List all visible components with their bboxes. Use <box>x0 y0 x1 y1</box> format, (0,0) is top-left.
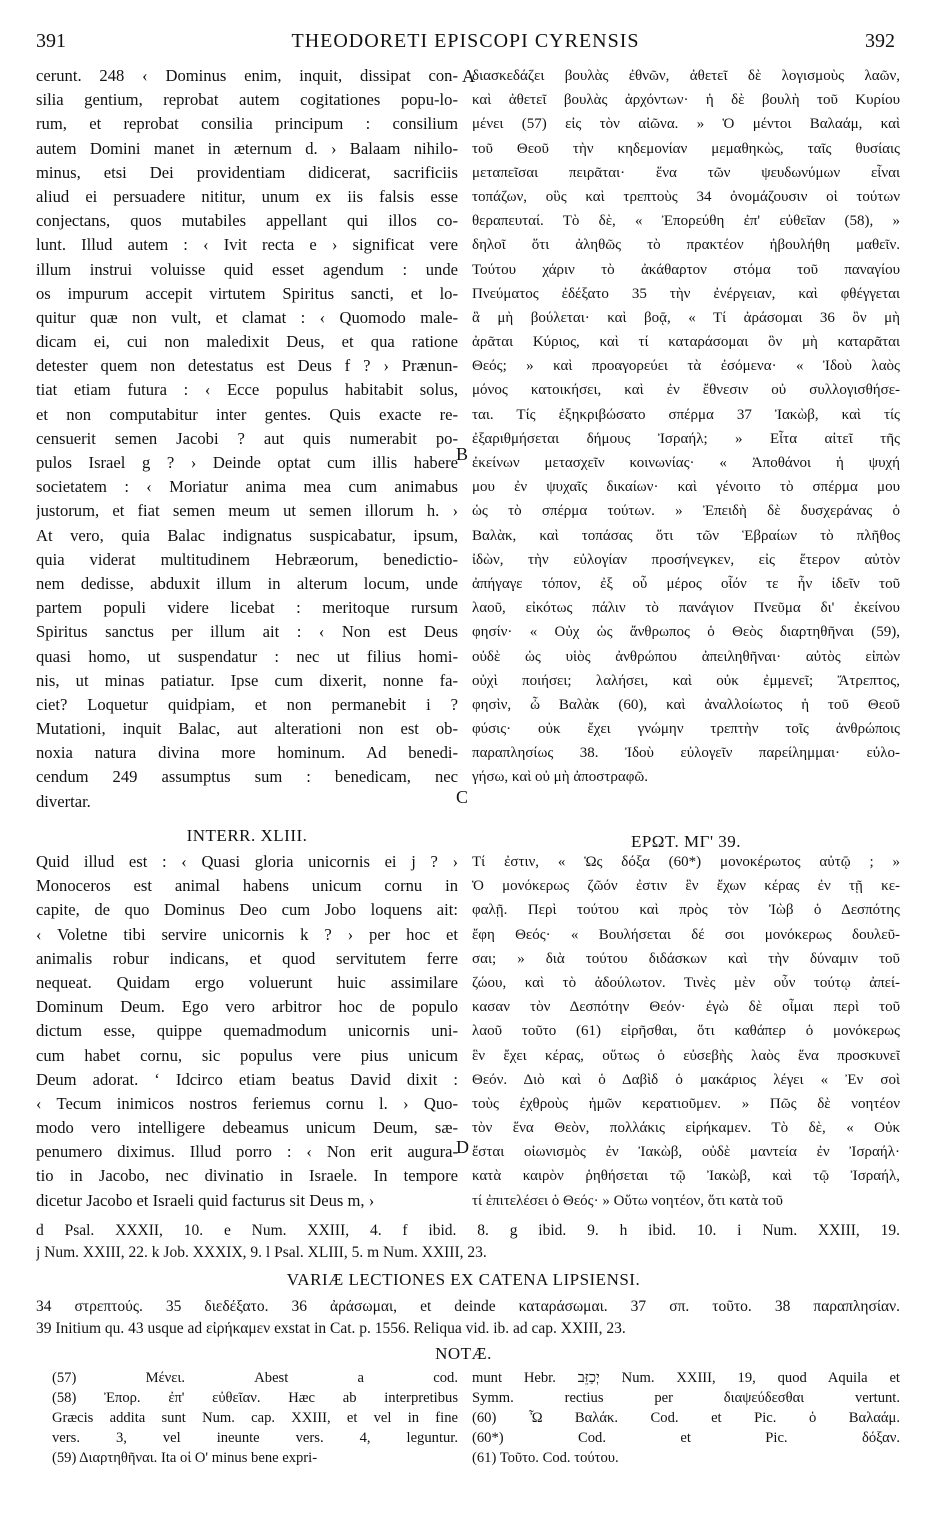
greek-text-line: παραπλησίως 38. Ἰδοὺ εὐλογεῖν παρείλημμαι· εὐλο- <box>472 745 900 762</box>
greek-text-line: ἃ μὴ βούλεται· καὶ βοᾷ, « Τί ἀράσομαι 36 ὃν μὴ <box>472 309 900 326</box>
notae-heading: NOTÆ. <box>435 1344 492 1363</box>
greek-text-line: οὐχὶ ποιήσει; λαλήσει, καὶ οὐκ ἐμμενεῖ; Ἄτρεπτος, <box>472 672 900 689</box>
latin-text-line: dicam ei, cui non maledixit Deus, et qua ratione <box>36 332 458 352</box>
greek-text-line: φαλῇ. Περὶ τούτου καὶ πρὸς τὸν Ἰὼβ ὁ Δεσπότης <box>472 902 900 919</box>
greek-column-main <box>472 64 900 790</box>
greek-text-line: κατὰ καιρὸν ῥηθήσεται τῷ Ἰακὼβ, καὶ τῷ Ἰσραήλ, <box>472 1168 900 1185</box>
page-header <box>36 30 895 60</box>
latin-text-line: rum, et reprobat consilia principum : consilium <box>36 114 458 134</box>
note-line: (60) Ὦ Βαλάκ. Cod. et Pic. ὁ Βαλαάμ. <box>472 1410 900 1426</box>
latin-column-main <box>36 64 458 814</box>
latin-text-line: justorum, et fiat semen meum ut semen illorum h. › <box>36 501 458 521</box>
latin-text-line: Deum adorat. ‘ Idcirco etiam beatus David dixit : <box>36 1069 458 1089</box>
greek-text-line: τοὺς ἐχθροὺς ἡμῶν κερατιοῦμεν. » Πῶς δὲ νοητέον <box>472 1095 900 1112</box>
variae-heading: VARIÆ LECTIONES EX CATENA LIPSIENSI. <box>286 1270 641 1289</box>
latin-text-line: cendum 249 assumptus sum : benedicam, nec <box>36 767 458 787</box>
latin-text-line: minus, etsi Dei providentiam didicerat, sacrificiis <box>36 162 458 182</box>
latin-text-line: conjectans, quos mutabiles appellant qui illos co- <box>36 211 458 231</box>
greek-text-line: τί ἐπιτελέσει ὁ Θεός· » Οὕτω νοητέον, ὅτι κατὰ τοῦ <box>472 1192 783 1209</box>
note-line: (59) Διαρτηθῆναι. Ita οἱ Ο' minus bene expri- <box>52 1450 318 1466</box>
latin-text-line: Quid illud est : ‹ Quasi gloria unicornis ei j ? › <box>36 852 458 871</box>
footnote-line: d Psal. XXXII, 10. e Num. XXIII, 4. f ibid. 8. g ibid. 9. h ibid. 10. i Num. XXIII, 19. <box>36 1222 900 1239</box>
greek-text-line: φησὶν, ὦ Βαλὰκ (60), καὶ ἀναλλοίωτος ἡ τοῦ Θεοῦ <box>472 696 900 713</box>
greek-text-line: ἔσται οἰωνισμὸς ἐν Ἰακὼβ, οὐδὲ μαντεία ἐν Ἰσραήλ· <box>472 1144 900 1161</box>
latin-text-line: ‹ Tecum inimicos nostros feriemus cornu l. › Quo- <box>36 1093 458 1113</box>
notae-left-column <box>52 1368 458 1468</box>
greek-column-second <box>472 850 900 1213</box>
greek-text-line: Θεός; » καὶ προαγορεύει τὰ ἐσόμενα· « Ἰδοὺ λαὸς <box>472 358 900 375</box>
latin-text-line: cerunt. 248 ‹ Dominus enim, inquit, dissipat con- <box>36 66 458 85</box>
latin-text-line: divertar. <box>36 791 91 811</box>
page-number-left: 391 <box>36 30 66 52</box>
greek-text-line: Βαλὰκ, καὶ τοπάσας ὅτι τῶν Ἑβραίων τὸ πλῆθος <box>472 527 900 544</box>
variant-reading-line: 39 Initium qu. 43 usque ad εἰρήκαμεν exstat in Cat. p. 1556. Reliqua vid. ib. ad cap. XXIII, 23. <box>36 1320 626 1337</box>
latin-text-line: cum habet cornu, sic populus vere pius unicum <box>36 1045 458 1065</box>
note-line: Symm. rectius per διαψεύδεσθαι vertunt. <box>472 1390 900 1406</box>
latin-text-line: nem dedisse, abduxit illum in alterum locum, unde <box>36 573 458 593</box>
latin-text-line: tio in Jacobo, nec divinatio in Israele. In tempore <box>36 1166 458 1186</box>
latin-text-line: dicetur Jacobo et Israeli quid facturus sit Deus m, › <box>36 1190 375 1210</box>
latin-column-second <box>36 850 458 1213</box>
latin-text-line: quasi homo, ut suspendatur : nec ut filius homi- <box>36 646 458 666</box>
greek-text-line: Τί ἐστιν, « Ὡς δόξα (60*) μονοκέρωτος αὐτῷ ; » <box>472 854 900 870</box>
greek-text-line: φησίν· « Οὐχ ὡς ἄνθρωπος ὁ Θεὸς διαρτηθῆναι (59), <box>472 624 900 641</box>
greek-text-line: ὡς τὸ σπέρμα τούτων. » Ἐπειδὴ δὲ δυσχεράνας ὁ <box>472 503 900 520</box>
latin-text-line: quia viderat multitudinem Hebræorum, benedictio- <box>36 549 458 569</box>
note-line: (60*) Cod. et Pic. δόξαν. <box>472 1430 900 1446</box>
margin-letter-b: B <box>456 444 469 464</box>
latin-text-line: partem populi videre licebat : meritoque rursum <box>36 598 458 618</box>
latin-text-line: censuerit semen Jacobi ? aut quis numerabit po- <box>36 428 458 448</box>
greek-text-line: ἐξαριθμήσεται δήμους Ἰσραήλ; » Εἶτα αἰτεῖ τῆς <box>472 430 900 447</box>
greek-text-line: ἐκείνων μετασχεῖν κοινωνίας· « Ἀποθάνοι ἡ ψυχή <box>472 455 900 471</box>
note-line: Græcis addita sunt Num. cap. XXIII, et vel in fine <box>52 1410 458 1426</box>
latin-text-line: pulos Israel g ? › Deinde optat cum illis habere <box>36 453 458 472</box>
footnote-line: j Num. XXIII, 22. k Job. XXXIX, 9. l Psal. XLIII, 5. m Num. XXIII, 23. <box>36 1244 487 1261</box>
greek-text-line: δηλοῖ ὅτι ἀληθῶς τὸ πρακτέον ἠβουλήθη μαθεῖν. <box>472 237 900 254</box>
footnote-references <box>36 1220 900 1264</box>
latin-text-line: os impurum accepit virtutem Spiritus sancti, et lo- <box>36 283 458 303</box>
latin-text-line: aliud ei persuadere nititur, unum ex iis falsis esse <box>36 186 458 206</box>
greek-text-line: διασκεδάζει βουλὰς ἐθνῶν, ἀθετεῖ δὲ λογισμοὺς λαῶν, <box>472 68 900 84</box>
latin-text-line: Dominum Deum. Ego vero arbitror hoc de populo <box>36 997 458 1017</box>
greek-text-line: τοῦ Θεοῦ τὴν κηδεμονίαν μεμαθηκὼς, ταῖς θυσίαις <box>472 140 900 157</box>
greek-text-line: Τούτου χάριν τὸ ἀκάθαρτον στόμα τοῦ παναγίου <box>472 261 900 278</box>
latin-text-line: tiat etiam futura : ‹ Ecce populus habitabit solus, <box>36 380 458 400</box>
variae-lectiones <box>36 1296 900 1340</box>
margin-letter-d: D <box>456 1137 469 1157</box>
greek-text-line: ἓν ἔχει κέρας, οὕτως ὁ εὐσεβὴς λαὸς ἕνα προσκυνεῖ <box>472 1047 900 1064</box>
greek-text-line: καὶ ἀθετεῖ βουλὰς ἀρχόντων· ἡ δὲ βουλὴ τοῦ Κυρίου <box>472 92 900 109</box>
latin-text-line: Spiritus sanctus per illum ait : ‹ Non est Deus <box>36 622 458 642</box>
latin-text-line: detester quem non detestatus est Deus f ? › Prænun- <box>36 356 458 376</box>
latin-text-line: societatem : ‹ Moriatur anima mea cum animabus <box>36 477 458 497</box>
greek-text-line: Ὁ μονόκερως ζῶόν ἐστιν ἓν ἔχων κέρας ἐν τῇ κε- <box>472 878 900 895</box>
latin-text-line: ciet? Loquetur quidpiam, et non permanebit i ? <box>36 694 458 714</box>
latin-section-heading: INTERR. XLIII. <box>186 826 308 845</box>
greek-text-line: λαοῦ τοῦτο (61) εἰρῆσθαι, ὅτι καθάπερ ὁ μονόκερως <box>472 1023 900 1040</box>
greek-text-line: γήσω, καὶ οὐ μὴ ἀποστραφῶ. <box>472 769 648 786</box>
latin-text-line: penumero diximus. Illud porro : ‹ Non erit augura- <box>36 1142 458 1162</box>
greek-section-heading: ΕΡΩΤ. ΜΓ' 39. <box>630 832 742 851</box>
running-title: THEODORETI EPISCOPI CYRENSIS <box>291 30 640 52</box>
latin-text-line: autem Domini manet in æternum d. › Balaam nihilo- <box>36 138 458 158</box>
greek-text-line: Θεόν. Διὸ καὶ ὁ Δαβὶδ ὁ μακάριος λέγει « Ἐν σοὶ <box>472 1071 900 1088</box>
note-line: (57) Μένει. Abest a cod. <box>52 1370 458 1386</box>
latin-text-line: et non computabitur inter gentes. Quis exacte re- <box>36 404 458 424</box>
greek-text-line: σαι; » διὰ τούτου διδάσκων καὶ τὴν δύναμιν τοῦ <box>472 950 900 967</box>
greek-text-line: μένει (57) εἰς τὸν αἰῶνα. » Ὁ μέντοι Βαλαάμ, καὶ <box>472 116 900 133</box>
latin-text-line: quitur quæ non vult, et clamat : ‹ Quomodo male- <box>36 307 458 327</box>
latin-text-line: silia gentium, reprobat autem cogitationes popu-lo- <box>36 90 458 110</box>
latin-text-line: Mutationi, inquit Balac, aut alterationi non est ob- <box>36 719 458 739</box>
latin-section-heading-wrap <box>36 824 458 848</box>
greek-text-line: λαοῦ, εἰκότως πάλιν τὸ πανάγιον Πνεῦμα δι' ἐκείνου <box>472 600 900 617</box>
latin-text-line: modo vero intelligere debeamus unicum Deum, sæ- <box>36 1118 458 1138</box>
greek-text-line: ἀπήγαγε τόπον, ἐξ οὗ μέρος οἷόν τε ἦν ἰδεῖν τοῦ <box>472 575 900 592</box>
greek-text-line: ζώου, καὶ τὸ ἀδούλωτον. Τινὲς μὲν οὖν τούτῳ ἀπεί- <box>472 974 900 991</box>
greek-text-line: κασαν τὸν Δεσπότην Θεόν· ἐγὼ δὲ οἶμαι περὶ τοῦ <box>472 999 900 1016</box>
variant-reading-line: 34 στρεπτούς. 35 διεδέξατο. 36 ἀράσωμαι, et deinde καταράσωμαι. 37 σπ. τοῦτο. 38 παραπλησίαν. <box>36 1298 900 1315</box>
latin-text-line: At vero, quia Balac indignatus suspicabatur, ipsum, <box>36 525 458 545</box>
greek-text-line: τὸν ἕνα Θεὸν, πολλάκις εἰρήκαμεν. Τὸ δὲ, « Οὐκ <box>472 1120 900 1137</box>
margin-letter-a: A <box>462 66 475 86</box>
greek-text-line: ἔφη Θεός· « Βουλήσεται δέ σοι μονόκερως δουλεῦ- <box>472 926 900 943</box>
latin-text-line: nequeat. Quidam ergo voluerunt huic assimilare <box>36 972 458 992</box>
latin-text-line: noxia natura divina more hominum. Ad benedi- <box>36 743 458 763</box>
latin-text-line: nis, ut minas patiatur. Ipse cum dixerit, nonne fa- <box>36 670 458 690</box>
greek-text-line: μόνος κατοικήσει, καὶ ἐν ἔθνεσιν οὐ συλλογισθήσε- <box>472 382 900 399</box>
latin-text-line: dictum esse, quippe quemadmodum unicornis uni- <box>36 1021 458 1041</box>
latin-text-line: ‹ Voletne tibi servire unicornis k ? › per hoc et <box>36 924 458 944</box>
greek-text-line: οὐδὲ ὡς υἱὸς ἀνθρώπου ἀπειληθῆναι· αὐτὸς εἰπὼν <box>472 648 900 665</box>
greek-text-line: μου ἐν ψυχαῖς δικαίων· καὶ γένοιτο τὸ σπέρμα μου <box>472 479 900 496</box>
note-line: (61) Τοῦτο. Cod. τούτου. <box>472 1450 619 1466</box>
latin-text-line: lunt. Illud autem : ‹ Ivit recta e › significat vere <box>36 235 458 255</box>
margin-letter-c: C <box>456 787 469 807</box>
greek-text-line: τοπάζων, οὓς καὶ τρεπτοὺς 34 ὀνομάζουσιν οἱ τούτων <box>472 188 900 205</box>
greek-text-line: θεραπευταί. Τὸ δὲ, « Ἐπορεύθη ἐπ' εὐθεῖαν (58), » <box>472 213 900 230</box>
greek-text-line: ἀρᾶται Κύριος, καὶ τί καταράσομαι ὃν μὴ καταρᾶται <box>472 334 900 351</box>
notae-right-column <box>472 1368 900 1468</box>
greek-text-line: φύσις· οὐκ ἔχει γνώμην τρεπτὴν τοῖς ἀνθρώποις <box>472 721 900 738</box>
latin-text-line: Monoceros est animal habens unicum cornu in <box>36 876 458 896</box>
greek-text-line: ται. Τίς ἐξηκριβώσατο σπέρμα 37 Ἰακὼβ, καὶ τίς <box>472 406 900 423</box>
greek-text-line: Πνεύματος ἐδέξατο 35 τὴν ἐνέργειαν, καὶ φθέγγεται <box>472 285 900 302</box>
greek-text-line: ἰδὼν, τὴν εὐλογίαν προσήνεγκεν, εἰς ἕτερον αὐτὸν <box>472 551 900 568</box>
page-number-right: 392 <box>865 30 895 52</box>
note-line: (58) Ἐπορ. ἐπ' εὐθεῖαν. Hæc ab interpretibus <box>52 1390 458 1406</box>
latin-text-line: illum instrui voluisse quid esset agendum : unde <box>36 259 458 279</box>
note-line: munt Hebr. יְכַזֵּב Num. XXIII, 19, quod Aquila et <box>472 1370 900 1386</box>
latin-text-line: animalis robur indicans, et quod servitutem ferre <box>36 948 458 968</box>
latin-text-line: capite, de quo Dominus Deo cum Jobo loquens ait: <box>36 900 458 920</box>
greek-text-line: μεταπεῖσαι πειρᾶται· ἕνα τῶν ψευδωνύμων εἶναι <box>472 164 900 181</box>
note-line: vers. 3, vel ineunte vers. 4, leguntur. <box>52 1430 458 1446</box>
